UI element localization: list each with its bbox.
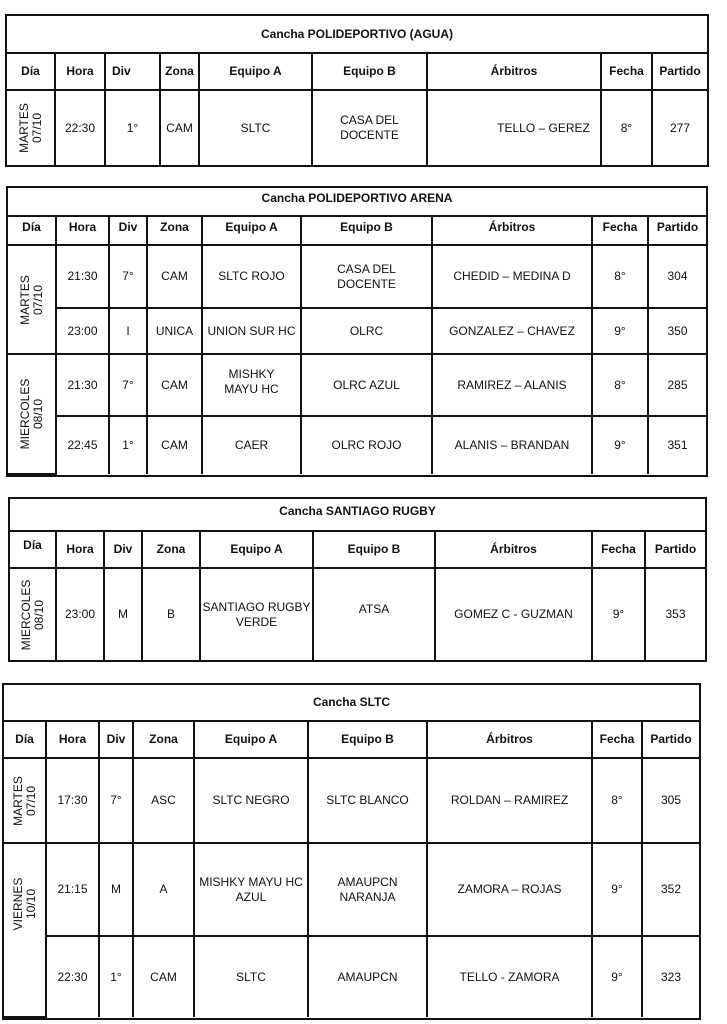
zona-cell: CAM xyxy=(147,354,202,416)
hora-cell: 22:30 xyxy=(55,90,105,165)
table-row xyxy=(8,245,706,308)
equipo-b-cell: OLRC ROJO xyxy=(301,416,432,474)
zona-cell: ASC xyxy=(133,758,194,843)
equipo-a-cell: SLTC xyxy=(199,90,312,165)
col-header-equipo-a: Equipo A xyxy=(199,53,312,90)
fecha-cell: 9° xyxy=(592,416,648,474)
partido-cell: 304 xyxy=(648,245,706,308)
day-cell xyxy=(10,568,56,660)
equipo-b-cell: AMAUPCN NARANJA xyxy=(308,843,427,936)
arbitros-cell: ALANIS – BRANDAN xyxy=(432,416,592,474)
table-row xyxy=(8,354,706,416)
court-table-santiago-rugby xyxy=(8,497,707,662)
equipo-b-cell: CASA DEL DOCENTE xyxy=(301,245,432,308)
col-header-equipo-a: Equipo A xyxy=(194,721,308,758)
day-name: MIERCOLES xyxy=(18,579,33,650)
equipo-a-cell: MISHKY MAYU HC AZUL xyxy=(194,843,308,936)
court-title: Cancha SLTC xyxy=(4,685,699,721)
partido-cell: 285 xyxy=(648,354,706,416)
col-header-fecha: Fecha xyxy=(592,216,648,245)
col-header-dia: Día xyxy=(8,216,56,245)
col-header-hora: Hora xyxy=(55,53,105,90)
div-cell: 7° xyxy=(109,354,147,416)
zona-cell: CAM xyxy=(133,936,194,1017)
hora-cell: 21:30 xyxy=(56,245,109,308)
col-header-equipo-b: Equipo B xyxy=(308,721,427,758)
table-row xyxy=(4,936,699,1017)
fecha-cell: 8° xyxy=(592,758,642,843)
col-header-equipo-b: Equipo B xyxy=(301,216,432,245)
partido-cell: 353 xyxy=(645,568,705,660)
day-date: 07/10 xyxy=(23,785,38,816)
col-header-arbitros: Árbitros xyxy=(427,721,592,758)
equipo-a-cell: SLTC ROJO xyxy=(202,245,301,308)
hora-cell: 21:30 xyxy=(56,354,109,416)
table-row xyxy=(8,308,706,354)
equipo-b-cell: OLRC xyxy=(301,308,432,354)
equipo-a-cell: SLTC xyxy=(194,936,308,1017)
div-cell: M xyxy=(104,568,142,660)
partido-cell: 352 xyxy=(642,843,699,936)
col-header-hora: Hora xyxy=(46,721,99,758)
arbitros-cell: TELLO - ZAMORA xyxy=(427,936,592,1017)
div-cell: 1° xyxy=(109,416,147,474)
fecha-cell: 9° xyxy=(592,568,645,660)
col-header-arbitros: Árbitros xyxy=(427,53,601,90)
equipo-b-cell: SLTC BLANCO xyxy=(308,758,427,843)
div-cell: I xyxy=(109,308,147,354)
court-table-polideportivo-arena xyxy=(6,186,708,477)
col-header-partido: Partido xyxy=(648,216,706,245)
col-header-fecha: Fecha xyxy=(601,53,652,90)
hora-cell: 23:00 xyxy=(56,308,109,354)
col-header-div: Div xyxy=(104,531,142,568)
div-cell: 1° xyxy=(105,90,160,165)
day-name: VIERNES xyxy=(10,877,25,931)
equipo-a-cell: SLTC NEGRO xyxy=(194,758,308,843)
table-row xyxy=(10,568,705,660)
zona-cell: CAM xyxy=(160,90,199,165)
court-title: Cancha POLIDEPORTIVO ARENA xyxy=(8,188,706,216)
col-header-div: Div xyxy=(99,721,133,758)
col-header-hora: Hora xyxy=(56,216,109,245)
day-cell xyxy=(4,758,46,843)
col-header-partido: Partido xyxy=(642,721,699,758)
table-row xyxy=(4,758,699,843)
hora-cell: 22:45 xyxy=(56,416,109,474)
zona-cell: UNICA xyxy=(147,308,202,354)
hora-cell: 17:30 xyxy=(46,758,99,843)
equipo-b-cell: ATSA xyxy=(313,568,435,660)
fecha-cell: 9° xyxy=(592,843,642,936)
col-header-dia: Día xyxy=(7,53,55,90)
day-cell xyxy=(7,90,55,165)
col-header-equipo-a: Equipo A xyxy=(200,531,313,568)
arbitros-cell: ZAMORA – ROJAS xyxy=(427,843,592,936)
partido-cell: 323 xyxy=(642,936,699,1017)
col-header-fecha: Fecha xyxy=(592,721,642,758)
partido-cell: 305 xyxy=(642,758,699,843)
hora-cell: 22:30 xyxy=(46,936,99,1017)
day-date: 10/10 xyxy=(23,888,38,920)
partido-cell: 350 xyxy=(648,308,706,354)
day-date: 08/10 xyxy=(31,599,46,630)
arbitros-cell: TELLO – GEREZ xyxy=(427,90,601,165)
col-header-div: Div xyxy=(105,53,160,90)
div-cell: 7° xyxy=(99,758,133,843)
col-header-zona: Zona xyxy=(160,53,199,90)
col-header-zona: Zona xyxy=(147,216,202,245)
day-cell xyxy=(8,354,56,474)
equipo-a-cell: SANTIAGO RUGBY VERDE xyxy=(200,568,313,660)
day-name: MARTES xyxy=(17,274,32,325)
day-name: MARTES xyxy=(16,103,31,153)
partido-cell: 351 xyxy=(648,416,706,474)
fecha-cell: 9° xyxy=(592,308,648,354)
col-header-fecha: Fecha xyxy=(592,531,645,568)
equipo-a-cell: UNION SUR HC xyxy=(202,308,301,354)
col-header-equipo-a: Equipo A xyxy=(202,216,301,245)
col-header-dia: Día xyxy=(4,721,46,758)
arbitros-cell: RAMIREZ – ALANIS xyxy=(432,354,592,416)
equipo-b-cell: OLRC AZUL xyxy=(301,354,432,416)
court-title: Cancha SANTIAGO RUGBY xyxy=(10,499,705,531)
arbitros-cell: GOMEZ C - GUZMAN xyxy=(435,568,592,660)
div-cell: M xyxy=(99,843,133,936)
day-name: MARTES xyxy=(10,775,25,826)
fecha-cell: 8° xyxy=(592,245,648,308)
day-date: 07/10 xyxy=(29,112,44,144)
zona-cell: CAM xyxy=(147,245,202,308)
fecha-cell: 9° xyxy=(592,936,642,1017)
div-cell: 7° xyxy=(109,245,147,308)
zona-cell: CAM xyxy=(147,416,202,474)
zona-cell: A xyxy=(133,843,194,936)
arbitros-cell: CHEDID – MEDINA D xyxy=(432,245,592,308)
day-date: 07/10 xyxy=(30,284,45,315)
court-title: Cancha POLIDEPORTIVO (AGUA) xyxy=(7,16,707,53)
table-row xyxy=(8,416,706,474)
day-cell xyxy=(4,843,46,1017)
col-header-dia: Día xyxy=(10,531,56,568)
arbitros-cell: GONZALEZ – CHAVEZ xyxy=(432,308,592,354)
table-row xyxy=(4,843,699,936)
div-cell: 1° xyxy=(99,936,133,1017)
hora-cell: 23:00 xyxy=(56,568,104,660)
court-table-sltc xyxy=(2,683,701,1020)
court-table-polideportivo-agua xyxy=(5,14,709,167)
col-header-arbitros: Árbitros xyxy=(435,531,592,568)
col-header-equipo-b: Equipo B xyxy=(313,531,435,568)
hora-cell: 21:15 xyxy=(46,843,99,936)
fecha-cell: 8° xyxy=(601,90,652,165)
zona-cell: B xyxy=(142,568,200,660)
col-header-equipo-b: Equipo B xyxy=(312,53,427,90)
col-header-zona: Zona xyxy=(142,531,200,568)
col-header-hora: Hora xyxy=(56,531,104,568)
partido-cell: 277 xyxy=(652,90,707,165)
col-header-partido: Partido xyxy=(645,531,705,568)
col-header-partido: Partido xyxy=(652,53,707,90)
day-date: 08/10 xyxy=(30,398,45,430)
equipo-a-cell: CAER xyxy=(202,416,301,474)
day-name: MIERCOLES xyxy=(17,378,32,450)
arbitros-cell: ROLDAN – RAMIREZ xyxy=(427,758,592,843)
equipo-b-cell: AMAUPCN xyxy=(308,936,427,1017)
table-row xyxy=(7,90,707,165)
col-header-arbitros: Árbitros xyxy=(432,216,592,245)
equipo-a-cell: MISHKY MAYU HC xyxy=(202,354,301,416)
col-header-div: Div xyxy=(109,216,147,245)
day-cell xyxy=(8,245,56,354)
equipo-b-cell: CASA DEL DOCENTE xyxy=(312,90,427,165)
col-header-zona: Zona xyxy=(133,721,194,758)
fecha-cell: 8° xyxy=(592,354,648,416)
